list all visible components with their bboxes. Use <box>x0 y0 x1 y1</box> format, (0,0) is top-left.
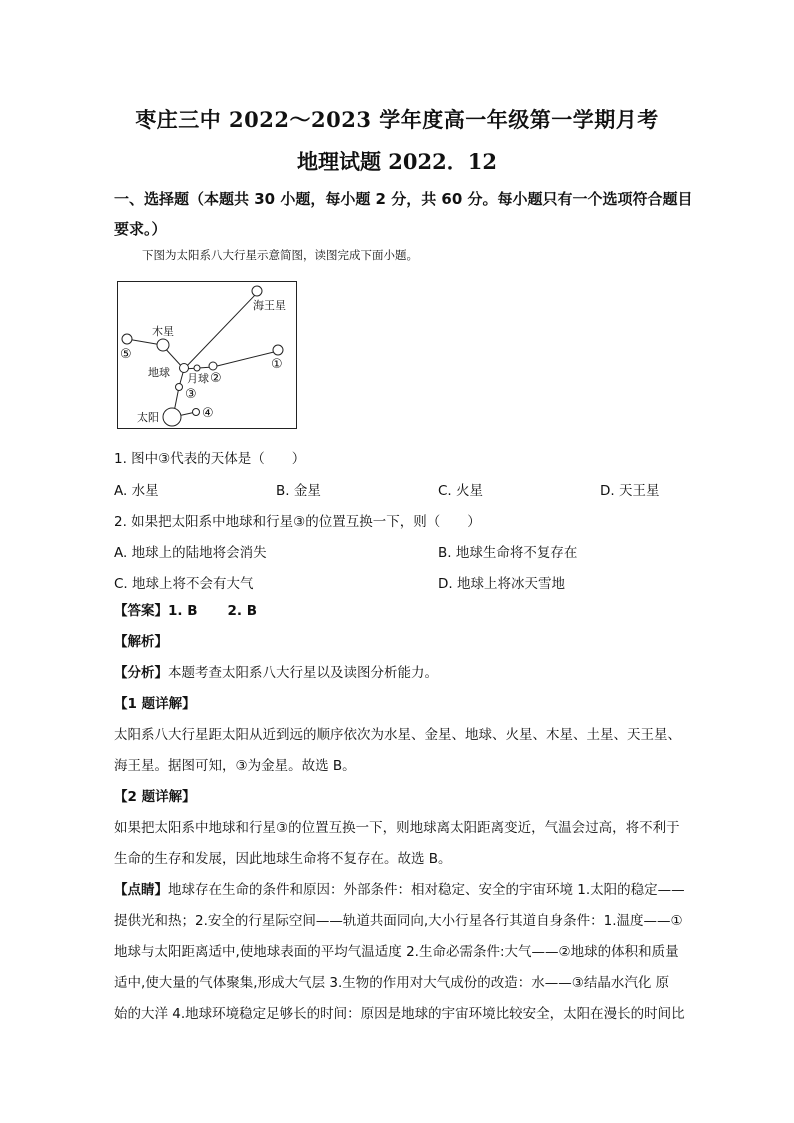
label-two: ② <box>210 371 222 386</box>
detail2-label: 【2 题详解】 <box>114 789 196 805</box>
q1-option-c: C. 火星 <box>438 483 484 499</box>
section-heading-line1: 一、选择题（本题共 30 小题，每小题 2 分，共 60 分。每小题只有一个选项符合题目 <box>114 190 693 208</box>
answer-q2: 2. B <box>227 603 258 619</box>
answer-analysis <box>114 596 706 1030</box>
q1-option-a: A. 水星 <box>114 483 159 499</box>
q2-option-d: D. 地球上将冰天雪地 <box>438 576 565 592</box>
moon-body <box>194 365 200 371</box>
dianjing-line5: 始的大洋 4.地球环境稳定足够长的时间：原因是地球的宇宙环境比较安全，太阳在漫长的时间比 <box>114 1006 685 1022</box>
fenxi-text: 本题考查太阳系八大行星以及读图分析能力。 <box>168 665 438 681</box>
neptune-body <box>252 286 262 296</box>
q1-option-b: B. 金星 <box>276 483 321 499</box>
jiexi-label: 【解析】 <box>114 634 168 650</box>
section-heading <box>114 184 714 244</box>
label-five: ⑤ <box>120 347 132 362</box>
detail1-line2: 海王星。据图可知，③为金星。故选 B。 <box>114 758 356 774</box>
answer-q1: 1. B <box>168 603 198 619</box>
dianjing-line3: 地球与太阳距离适中,使地球表面的平均气温适度 2.生命必需条件:大气——②地球的体积和质量 <box>114 944 679 960</box>
answer-line <box>114 596 706 627</box>
label-earth: 地球 <box>148 366 170 379</box>
planet-two-body <box>209 362 217 370</box>
label-three: ③ <box>185 387 197 402</box>
section-heading-line2: 要求。） <box>114 220 167 238</box>
label-four: ④ <box>202 406 214 421</box>
dianjing-line2: 提供光和热；2.安全的行星际空间——轨道共面同向,大小行星各行其道自身条件：1.温度——① <box>114 913 683 929</box>
label-jupiter: 木星 <box>152 325 174 338</box>
label-one: ① <box>271 357 283 372</box>
planet-one-body <box>273 345 283 355</box>
detail1-line1: 太阳系八大行星距太阳从近到远的顺序依次为水星、金星、地球、火星、木星、土星、天王星、 <box>114 727 681 743</box>
detail2-line1: 如果把太阳系中地球和行星③的位置互换一下，则地球离太阳距离变近，气温会过高，将不利于 <box>114 820 680 836</box>
dianjing-line4: 适中,使大量的气体聚集,形成大气层 3.生物的作用对大气成份的改造：水——③结晶水汽化 原 <box>114 975 670 991</box>
planet-three-body <box>176 384 183 391</box>
exam-subtitle: 地理试题 2022．12 <box>297 149 497 174</box>
detail1-label: 【1 题详解】 <box>114 696 196 712</box>
q2-stem: 2. 如果把太阳系中地球和行星③的位置互换一下，则（ ） <box>114 514 481 530</box>
dianjing-text1: 地球存在生命的条件和原因：外部条件：相对稳定、安全的宇宙环境 1.太阳的稳定—— <box>168 882 685 898</box>
q2-option-a: A. 地球上的陆地将会消失 <box>114 545 267 561</box>
label-sun: 太阳 <box>137 411 159 424</box>
answer-label: 【答案】 <box>114 603 168 619</box>
dianjing-label: 【点睛】 <box>114 882 168 898</box>
dianjing-line1 <box>114 875 706 906</box>
label-neptune: 海王星 <box>253 299 286 312</box>
fenxi-label: 【分析】 <box>114 665 168 681</box>
q1-stem: 1. 图中③代表的天体是（ ） <box>114 451 306 467</box>
q2-option-c: C. 地球上将不会有大气 <box>114 576 254 592</box>
sun-body <box>163 408 181 426</box>
solar-system-diagram <box>117 281 297 429</box>
label-moon: 月球 <box>187 372 209 385</box>
fenxi-line <box>114 658 706 689</box>
jupiter-body <box>157 339 169 351</box>
exam-title: 枣庄三中 2022～2023 学年度高一年级第一学期月考 <box>135 107 659 132</box>
planet-five-body <box>122 334 132 344</box>
detail2-line2: 生命的生存和发展，因此地球生命将不复存在。故选 B。 <box>114 851 452 867</box>
q2-option-b: B. 地球生命将不复存在 <box>438 545 578 561</box>
figure-intro: 下图为太阳系八大行星示意简图，读图完成下面小题。 <box>142 248 418 262</box>
q1-option-d: D. 天王星 <box>600 483 660 499</box>
planet-four-body <box>193 409 200 416</box>
